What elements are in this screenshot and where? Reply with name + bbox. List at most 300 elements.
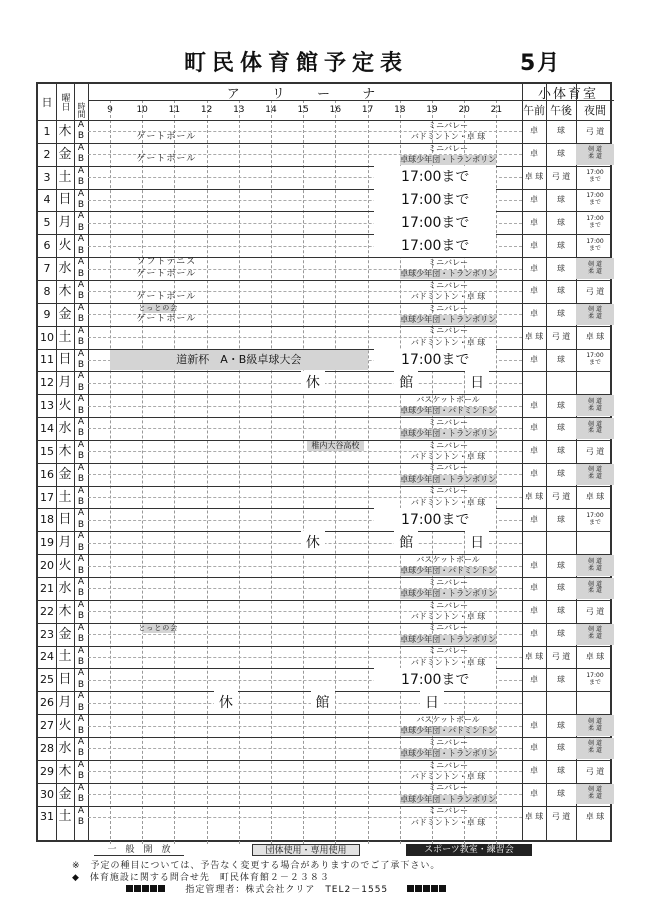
small-gym-gogo: 球 [557, 149, 565, 159]
weekday: 木 [58, 123, 72, 139]
evening-a: ミニバレー [428, 646, 469, 656]
weekday: 日 [58, 192, 72, 208]
small-gym-gogo: 球 [557, 126, 565, 136]
slot-b-label: B [77, 222, 85, 233]
day-number: 4 [43, 193, 51, 207]
evening-a: ミニバレー [428, 303, 469, 313]
weekday: 水 [58, 420, 72, 436]
evening-b: バドミントン・卓 球 [410, 611, 486, 621]
day-number: 18 [40, 513, 54, 527]
weekday: 木 [58, 603, 72, 619]
evening-b: 卓球少年団・トランポリン [400, 634, 497, 644]
small-gym-yakan: 剣 道 柔 道 [576, 555, 614, 576]
evening-b: 卓球少年団・トランポリン [400, 474, 497, 484]
weekday: 土 [58, 809, 72, 825]
evening-b: 卓球少年団・トランポリン [400, 589, 497, 599]
evening-a: ミニバレー [428, 600, 469, 610]
evening-a: バスケットボール [416, 554, 480, 564]
evening-a: ミニバレー [428, 120, 469, 130]
slot-b-label: B [77, 291, 85, 302]
day-number: 3 [43, 170, 51, 184]
note-contact: ◆ 体育施設に関する問合せ先 町民体育館２－２３８３ [72, 873, 330, 883]
until-17-label: 17:00まで [374, 189, 496, 212]
weekday: 日 [58, 352, 72, 368]
small-gym-gozen: 卓 [530, 606, 538, 616]
evening-a: ミニバレー [428, 280, 469, 290]
weekday: 土 [58, 649, 72, 665]
until-17-label: 17:00まで [374, 668, 496, 691]
evening-a: バスケットボール [416, 394, 480, 404]
slot-a-label: A [77, 577, 85, 587]
small-gym-gogo: 弓 道 [551, 651, 571, 661]
evening-a: ミニバレー [428, 577, 469, 587]
until-17-label: 17:00まで [374, 211, 496, 234]
evening-a: ミニバレー [428, 783, 469, 793]
closed-label: 館 [311, 691, 335, 714]
small-gym-gogo: 球 [557, 400, 565, 410]
day-number: 8 [43, 284, 51, 298]
weekday: 月 [58, 695, 72, 711]
gozen-header: 午前 [523, 104, 545, 117]
evening-b: バドミントン・卓 球 [410, 771, 486, 781]
small-gym-gozen: 卓 球 [524, 172, 544, 182]
gogo-header: 午後 [550, 104, 572, 117]
slot-a-label: A [77, 165, 85, 176]
small-gym-yakan: 剣 道 柔 道 [576, 464, 614, 485]
group-use-event: 稚内大谷高校 [307, 441, 363, 451]
small-gym-gozen: 卓 [530, 743, 538, 753]
slot-b-label: B [77, 382, 85, 393]
slot-a-label: A [77, 142, 85, 153]
evening-b: 卓球少年団・バドミントン [400, 726, 497, 736]
day-number: 9 [43, 307, 51, 321]
hour-label: 12 [200, 105, 213, 115]
day-number: 15 [40, 444, 54, 458]
small-gym-gozen: 卓 球 [524, 811, 544, 821]
evening-a: ミニバレー [428, 417, 469, 427]
weekday: 水 [58, 740, 72, 756]
weekday: 火 [58, 398, 72, 414]
small-gym-yakan: 剣 道 柔 道 [576, 624, 614, 645]
day-number: 13 [40, 399, 54, 413]
legend-general: 一 般 開 放 [94, 844, 184, 856]
day-number: 24 [40, 650, 54, 664]
evening-b: 卓球少年団・トランポリン [400, 794, 497, 804]
small-gym-yakan: 剣 道 柔 道 [576, 715, 614, 736]
small-gym-gogo: 弓 道 [551, 811, 571, 821]
slot-a-label: A [77, 257, 85, 268]
day-number: 29 [40, 764, 54, 778]
small-gym-yakan: 卓 球 [585, 812, 605, 822]
evening-a: ミニバレー [428, 143, 469, 153]
small-gym-gogo: 球 [557, 583, 565, 593]
day-number: 27 [40, 719, 54, 733]
day-number: 30 [40, 787, 54, 801]
small-gym-gozen: 卓 [530, 400, 538, 410]
evening-a: ミニバレー [428, 806, 469, 816]
weekday: 土 [58, 329, 72, 345]
small-gym-yakan: 17:00 まで [586, 169, 604, 184]
small-gym-yakan: 17:00 まで [586, 352, 604, 366]
evening-a: ミニバレー [428, 440, 469, 450]
closed-label: 日 [420, 691, 444, 714]
weekday: 木 [58, 763, 72, 779]
small-gym-gozen: 卓 [530, 766, 538, 776]
slot-b-label: B [77, 565, 85, 576]
evening-b: バドミントン・卓 球 [410, 657, 486, 667]
slot-a-label: A [77, 554, 85, 565]
day-number: 14 [40, 421, 54, 435]
slot-a-label: A [77, 485, 85, 496]
small-gym-yakan: 17:00 まで [586, 192, 604, 206]
small-gym-gogo: 球 [557, 354, 565, 364]
day-number: 12 [40, 376, 54, 390]
small-gym-gozen: 卓 [530, 560, 538, 570]
evening-a: ミニバレー [428, 760, 469, 770]
day-event: ゲートボール [136, 314, 197, 325]
small-gym-gogo: 球 [557, 194, 565, 204]
slot-b-label: B [77, 588, 85, 599]
slot-a-label: A [77, 805, 85, 816]
small-gym-gozen: 卓 [530, 126, 538, 136]
slot-a-label: A [77, 622, 85, 633]
hour-label: 10 [136, 105, 148, 115]
evening-b: 卓球少年団・トランポリン [400, 749, 497, 759]
month-label: 5月 [520, 51, 562, 76]
day-event: ゲートボール [136, 291, 197, 302]
small-gym-yakan: 17:00 まで [586, 237, 604, 252]
evening-b: バドミントン・卓 球 [410, 337, 486, 347]
small-gym-gozen: 卓 球 [524, 492, 544, 502]
hour-label: 18 [394, 105, 406, 115]
slot-a-label: A [77, 462, 85, 473]
small-gym-yakan: 卓 球 [585, 332, 605, 342]
day-number: 11 [40, 353, 54, 367]
grid-line [522, 100, 614, 101]
small-gym-gogo: 球 [557, 446, 565, 456]
hour-label: 21 [490, 105, 503, 115]
closed-label: 休 [301, 371, 325, 394]
small-gym-gozen: 卓 [530, 629, 538, 639]
small-gym-gozen: 卓 [530, 240, 538, 250]
slot-b-label: B [77, 771, 85, 782]
hour-label: 16 [329, 105, 342, 115]
until-17-label: 17:00まで [374, 166, 496, 189]
small-gym-gogo: 球 [557, 240, 565, 250]
day-number: 31 [40, 810, 54, 824]
slot-a-label: A [77, 759, 85, 770]
slot-b-label: B [77, 656, 85, 667]
slot-b-label: B [77, 359, 85, 370]
day-event: とっとの会 [138, 623, 179, 632]
time-header: 時間 [77, 102, 86, 118]
weekday: 水 [58, 580, 72, 596]
small-gym-gozen: 卓 [530, 286, 538, 296]
slot-b-label: B [77, 451, 85, 462]
note-disclaimer: ※ 予定の種目については、予告なく変更する場合がありますのでご了承下さい。 [72, 861, 441, 871]
small-gym-gogo: 弓 道 [551, 492, 571, 502]
small-gym-yakan: 17:00 まで [586, 671, 604, 686]
day-number: 28 [40, 741, 54, 755]
slot-b-label: B [77, 794, 85, 805]
small-gym-header: 小体育室 [537, 86, 598, 102]
day-event: とっとの会 [138, 304, 179, 312]
small-gym-gozen: 卓 [530, 217, 538, 227]
small-gym-gozen: 卓 球 [524, 332, 544, 342]
slot-b-label: B [77, 679, 85, 690]
evening-b: バドミントン・卓 球 [410, 292, 486, 302]
evening-a: ミニバレー [428, 737, 469, 747]
small-gym-yakan: 卓 球 [585, 652, 605, 662]
day-number: 5 [43, 216, 51, 230]
evening-b: 卓球少年団・トランポリン [400, 269, 497, 279]
weekday: 土 [58, 489, 72, 505]
slot-a-label: A [77, 668, 85, 679]
grid-line [88, 100, 522, 101]
small-gym-gogo: 球 [557, 469, 565, 479]
evening-b: 卓球少年団・トランポリン [400, 429, 497, 439]
small-gym-yakan: 17:00 まで [586, 511, 604, 526]
day-number: 26 [40, 696, 54, 710]
weekday: 金 [58, 146, 72, 162]
slot-a-label: A [77, 599, 85, 610]
closed-label: 休 [301, 531, 325, 554]
small-gym-gozen: 卓 [530, 583, 538, 593]
slot-a-label: A [77, 439, 85, 450]
weekday: 金 [58, 306, 72, 322]
evening-b: 卓球少年団・バドミントン [400, 406, 497, 416]
evening-b: 卓球少年団・トランポリン [400, 314, 497, 324]
slot-b-label: B [77, 154, 85, 165]
slot-a-label: A [77, 394, 85, 405]
slot-a-label: A [77, 188, 85, 199]
slot-a-label: A [77, 508, 85, 519]
closed-label: 日 [465, 371, 489, 394]
hour-label: 14 [265, 105, 277, 115]
slot-a-label: A [77, 302, 85, 313]
weekday: 火 [58, 558, 72, 574]
small-gym-yakan: 17:00 まで [586, 214, 604, 229]
weekday: 火 [58, 238, 72, 254]
slot-b-label: B [77, 428, 85, 439]
slot-b-label: B [77, 131, 85, 142]
weekday: 月 [58, 375, 72, 391]
weekday: 水 [58, 261, 72, 277]
legend-group: 団体使用・専用使用 [252, 844, 360, 856]
small-gym-yakan: 剣 道 柔 道 [576, 304, 614, 325]
small-gym-gogo: 球 [557, 606, 565, 616]
evening-a: ミニバレー [428, 486, 469, 496]
small-gym-yakan: 弓 道 [585, 286, 605, 296]
day-number: 10 [40, 330, 54, 344]
closed-label: 館 [394, 531, 418, 554]
hour-label: 17 [361, 105, 374, 115]
weekday: 木 [58, 283, 72, 299]
day-number: 2 [43, 147, 51, 161]
slot-b-label: B [77, 199, 85, 210]
day-number: 25 [40, 673, 54, 687]
weekday: 日 [58, 512, 72, 528]
slot-b-label: B [77, 816, 85, 827]
small-gym-gozen: 卓 [530, 263, 538, 273]
slot-b-label: B [77, 268, 85, 279]
slot-b-label: B [77, 337, 85, 348]
evening-b: バドミントン・卓 球 [410, 817, 486, 827]
evening-b: バドミントン・卓 球 [410, 132, 486, 142]
small-gym-yakan: 剣 道 柔 道 [576, 784, 614, 805]
slot-a-label: A [77, 531, 85, 542]
slot-a-label: A [77, 120, 85, 130]
slot-a-label: A [77, 782, 85, 793]
slot-a-label: A [77, 348, 85, 359]
small-gym-gogo: 球 [557, 629, 565, 639]
small-gym-gogo: 球 [557, 514, 565, 524]
small-gym-gogo: 球 [557, 743, 565, 753]
small-gym-gozen: 卓 [530, 446, 538, 456]
slot-b-label: B [77, 314, 85, 325]
small-gym-yakan: 剣 道 柔 道 [576, 144, 614, 165]
weekday: 金 [58, 626, 72, 642]
manager-text: 指定管理者：株式会社クリア TEL2－1555 [185, 885, 389, 895]
evening-b: バドミントン・卓 球 [410, 497, 486, 507]
tournament-event: 道新杯 A・B級卓球大会 [110, 350, 368, 371]
day-number: 20 [40, 559, 54, 573]
until-17-label: 17:00まで [374, 508, 496, 531]
day-number: 19 [40, 536, 54, 550]
half-line [88, 703, 522, 704]
day-number: 22 [40, 604, 54, 618]
small-gym-yakan: 剣 道 柔 道 [576, 578, 614, 599]
weekday: 月 [58, 215, 72, 231]
small-gym-gogo: 球 [557, 789, 565, 799]
yakan-header: 夜間 [584, 104, 606, 117]
slot-b-label: B [77, 519, 85, 530]
small-gym-gogo: 球 [557, 263, 565, 273]
small-gym-yakan: 弓 道 [585, 766, 605, 776]
day-event: ゲートボール [136, 268, 197, 279]
evening-a: ミニバレー [428, 623, 469, 633]
small-gym-yakan: 卓 球 [585, 492, 605, 502]
until-17-label: 17:00まで [374, 349, 496, 372]
small-gym-gogo: 球 [557, 560, 565, 570]
closed-gap [111, 532, 302, 553]
small-gym-gogo: 球 [557, 674, 565, 684]
small-gym-gogo: 球 [557, 720, 565, 730]
day-number: 17 [40, 490, 54, 504]
evening-b: 卓球少年団・バドミントン [400, 566, 497, 576]
slot-a-label: A [77, 211, 85, 222]
small-gym-gozen: 卓 [530, 469, 538, 479]
arena-header: ア リ ー ナ [226, 86, 390, 102]
page-title: 町民体育館予定表 [184, 51, 409, 76]
small-gym-yakan: 剣 道 柔 道 [576, 258, 614, 279]
day-event: ソフトテニス [136, 257, 197, 268]
day-number: 16 [40, 467, 54, 481]
small-gym-yakan: 弓 道 [585, 606, 605, 616]
small-gym-gozen: 卓 [530, 423, 538, 433]
weekday: 金 [58, 786, 72, 802]
slot-b-label: B [77, 634, 85, 645]
day-number: 21 [40, 581, 54, 595]
weekday: 火 [58, 718, 72, 734]
small-gym-gozen: 卓 [530, 720, 538, 730]
hour-label: 13 [233, 105, 245, 115]
evening-a: ミニバレー [428, 257, 469, 267]
slot-a-label: A [77, 736, 85, 747]
evening-b: 卓球少年団・トランポリン [400, 154, 497, 164]
small-gym-yakan: 弓 道 [585, 126, 605, 136]
slot-a-label: A [77, 417, 85, 428]
slot-b-label: B [77, 245, 85, 256]
small-gym-gozen: 卓 [530, 309, 538, 319]
small-gym-yakan: 剣 道 柔 道 [576, 395, 614, 416]
slot-a-label: A [77, 234, 85, 245]
hour-label: 11 [168, 105, 181, 115]
slot-a-label: A [77, 279, 85, 290]
slot-b-label: B [77, 748, 85, 759]
small-gym-gogo: 球 [557, 286, 565, 296]
weekday: 月 [58, 535, 72, 551]
slot-b-label: B [77, 177, 85, 188]
day-number: 1 [43, 124, 51, 138]
small-gym-gogo: 弓 道 [551, 332, 571, 342]
day-number: 23 [40, 627, 54, 641]
weekday: 金 [58, 466, 72, 482]
slot-a-label: A [77, 371, 85, 382]
slot-a-label: A [77, 714, 85, 725]
hour-label: 15 [297, 105, 309, 115]
slot-a-label: A [77, 645, 85, 656]
until-17-label: 17:00まで [374, 234, 496, 257]
small-gym-gozen: 卓 [530, 789, 538, 799]
evening-a: バスケットボール [416, 714, 480, 724]
day-number: 7 [43, 262, 51, 276]
closed-label: 日 [465, 531, 489, 554]
small-gym-gozen: 卓 [530, 674, 538, 684]
schedule-table [36, 82, 612, 842]
slot-b-label: B [77, 542, 85, 553]
hour-label: 20 [458, 105, 470, 115]
slot-b-label: B [77, 405, 85, 416]
small-gym-yakan: 弓 道 [585, 446, 605, 456]
closed-gap [111, 372, 302, 393]
small-gym-gozen: 卓 [530, 194, 538, 204]
small-gym-gozen: 卓 [530, 354, 538, 364]
small-gym-yakan: 剣 道 柔 道 [576, 738, 614, 759]
hour-label: 19 [426, 105, 438, 115]
closed-label: 館 [394, 371, 418, 394]
small-gym-gogo: 弓 道 [551, 172, 571, 182]
small-gym-gozen: 卓 球 [524, 651, 544, 661]
evening-a: ミニバレー [428, 326, 469, 336]
note-manager [126, 882, 447, 895]
slot-b-label: B [77, 725, 85, 736]
small-gym-yakan: 剣 道 柔 道 [576, 418, 614, 439]
slot-b-label: B [77, 497, 85, 508]
small-gym-gozen: 卓 [530, 149, 538, 159]
small-gym-gogo: 球 [557, 423, 565, 433]
day-number: 6 [43, 239, 51, 253]
small-gym-gogo: 球 [557, 766, 565, 776]
slot-a-label: A [77, 691, 85, 702]
small-gym-gogo: 球 [557, 217, 565, 227]
weekday: 木 [58, 443, 72, 459]
small-gym-gozen: 卓 [530, 514, 538, 524]
small-gym-gogo: 球 [557, 309, 565, 319]
hour-label: 9 [107, 105, 113, 115]
weekday: 日 [58, 672, 72, 688]
slot-b-label: B [77, 611, 85, 622]
